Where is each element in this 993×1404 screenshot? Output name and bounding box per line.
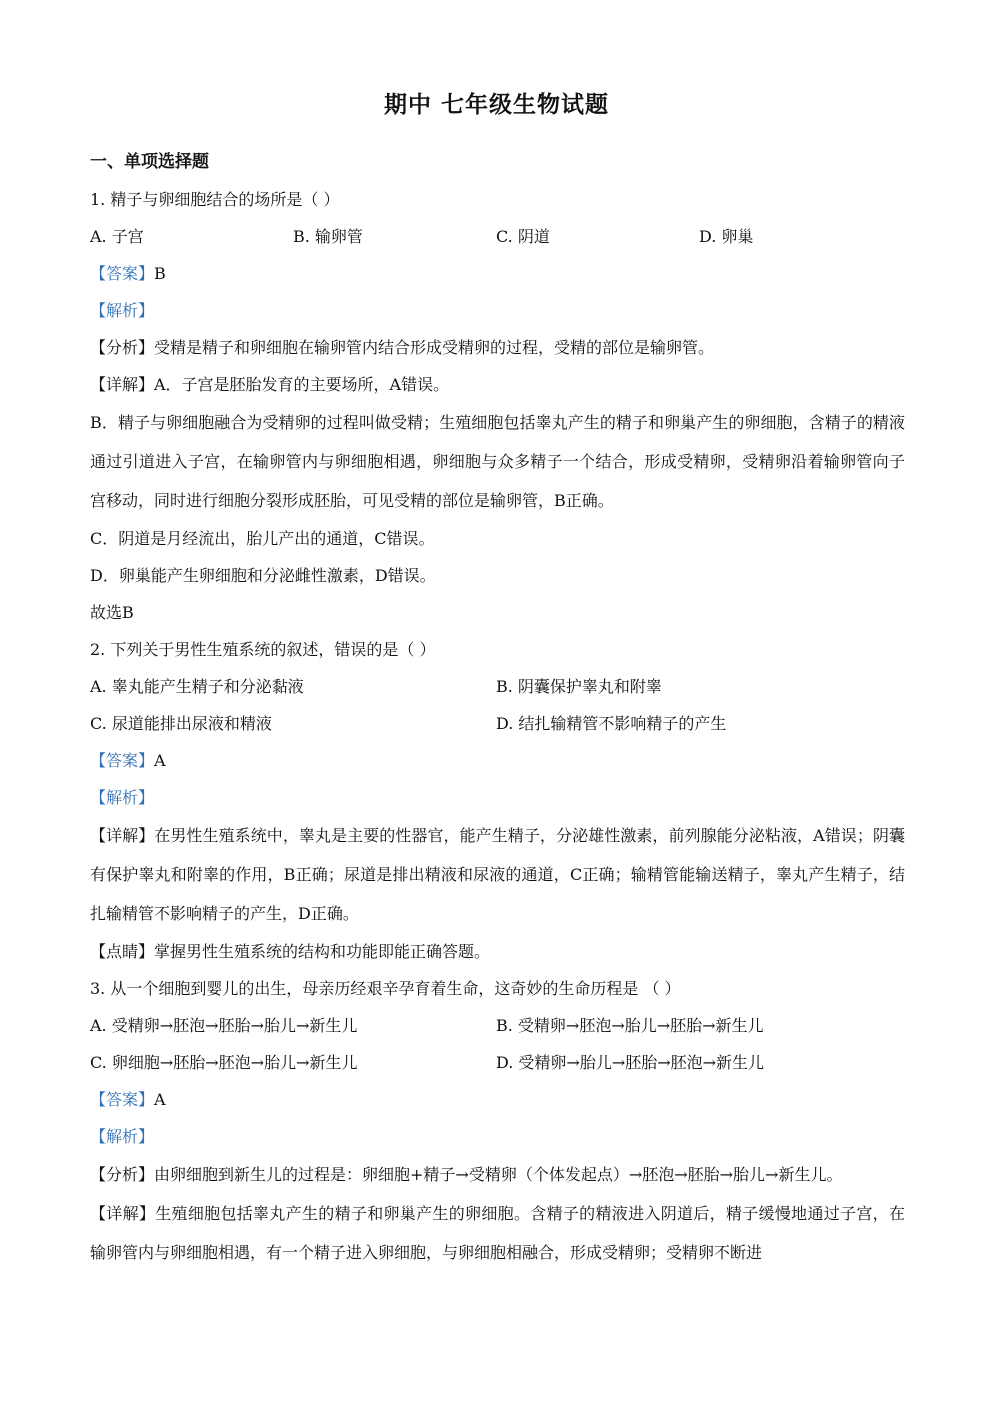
q1-conclusion: 故选B — [90, 603, 134, 622]
question-3-options-row-2 — [90, 1044, 905, 1081]
question-1-stem: 1. 精子与卵细胞结合的场所是（ ） — [90, 190, 340, 209]
answer-tag: 【答案】 — [90, 264, 155, 283]
q2-option-a: A. 睾丸能产生精子和分泌黏液 — [90, 677, 304, 696]
question-2-options-row-2 — [90, 705, 905, 742]
q2-option-b: B. 阴囊保护睾丸和附睾 — [496, 677, 662, 696]
answer-tag: 【答案】 — [90, 751, 155, 770]
q1-answer — [90, 255, 905, 292]
q1-option-d: D. 卵巢 — [699, 227, 754, 246]
q1-fenxi: 【分析】受精是精子和卵细胞在输卵管内结合形成受精卵的过程，受精的部位是输卵管。 — [90, 338, 715, 357]
q3-option-d: D. 受精卵→胎儿→胚胎→胚泡→新生儿 — [496, 1053, 765, 1072]
q2-dianjing: 【点睛】掌握男性生殖系统的结构和功能即能正确答题。 — [90, 942, 491, 961]
question-1-options — [90, 218, 905, 255]
answer-value: B — [154, 264, 166, 283]
q1-option-a: A. 子宫 — [90, 227, 144, 246]
question-3-stem: 3. 从一个细胞到婴儿的出生，母亲历经艰辛孕育着生命，这奇妙的生命历程是 （ ） — [90, 979, 681, 998]
answer-tag: 【答案】 — [90, 1090, 155, 1109]
q3-analysis-tag: 【解析】 — [90, 1127, 155, 1146]
q3-xiangjie: 【详解】生殖细胞包括睾丸产生的精子和卵巢产生的卵细胞。含精子的精液进入阴道后，精子缓慢地通过子宫，在输卵管内与卵细胞相遇，有一个精子进入卵细胞，与卵细胞相融合，形成受精卵；受精卵不断进 — [90, 1204, 905, 1262]
q2-option-d: D. 结扎输精管不影响精子的产生 — [496, 714, 727, 733]
question-3-options-row-1 — [90, 1007, 905, 1044]
section-heading: 一、单项选择题 — [90, 152, 209, 172]
q1-option-b: B. 输卵管 — [293, 227, 363, 246]
q3-option-c: C. 卵细胞→胚胎→胚泡→胎儿→新生儿 — [90, 1053, 358, 1072]
content-body — [90, 181, 905, 1272]
q1-option-c-explanation: C．阴道是月经流出，胎儿产出的通道，C错误。 — [90, 529, 435, 548]
question-2-stem: 2. 下列关于男性生殖系统的叙述，错误的是（ ） — [90, 640, 436, 659]
q1-option-b-explanation: B．精子与卵细胞融合为受精卵的过程叫做受精；生殖细胞包括睾丸产生的精子和卵巢产生的卵细胞，含精子的精液通过引道进入子宫，在输卵管内与卵细胞相遇，卵细胞与众多精子一个结合，形成受精卵，受精卵沿着输卵管向子宫移动，同时进行细胞分裂形成胚胎，可见受精的部位是输卵管，B正确。 — [90, 413, 905, 510]
answer-value: A — [154, 751, 166, 770]
q3-fenxi: 【分析】由卵细胞到新生儿的过程是：卵细胞+精子→受精卵（个体发起点）→胚泡→胚胎→胎儿→新生儿。 — [90, 1165, 843, 1184]
q1-option-c: C. 阴道 — [496, 227, 550, 246]
answer-value: A — [154, 1090, 166, 1109]
q2-option-c: C. 尿道能排出尿液和精液 — [90, 714, 272, 733]
question-2-options-row-1 — [90, 668, 905, 705]
q1-option-d-explanation: D．卵巢能产生卵细胞和分泌雌性激素，D错误。 — [90, 566, 436, 585]
page-title: 期中 七年级生物试题 — [383, 92, 609, 118]
q2-analysis-tag: 【解析】 — [90, 788, 155, 807]
q3-answer — [90, 1081, 905, 1118]
q2-xiangjie: 【详解】在男性生殖系统中，睾丸是主要的性器官，能产生精子，分泌雄性激素，前列腺能分泌粘液，A错误；阴囊有保护睾丸和附睾的作用，B正确；尿道是排出精液和尿液的通道，C正确；输精管能输送精子，睾丸产生精子，结扎输精管不影响精子的产生，D正确。 — [90, 826, 905, 923]
q3-option-b: B. 受精卵→胚泡→胎儿→胚胎→新生儿 — [496, 1016, 764, 1035]
q1-xiangjie-a: 【详解】A．子宫是胚胎发育的主要场所，A错误。 — [90, 375, 450, 394]
q2-answer — [90, 742, 905, 779]
q3-option-a: A. 受精卵→胚泡→胚胎→胎儿→新生儿 — [90, 1016, 358, 1035]
q1-analysis-tag: 【解析】 — [90, 301, 155, 320]
